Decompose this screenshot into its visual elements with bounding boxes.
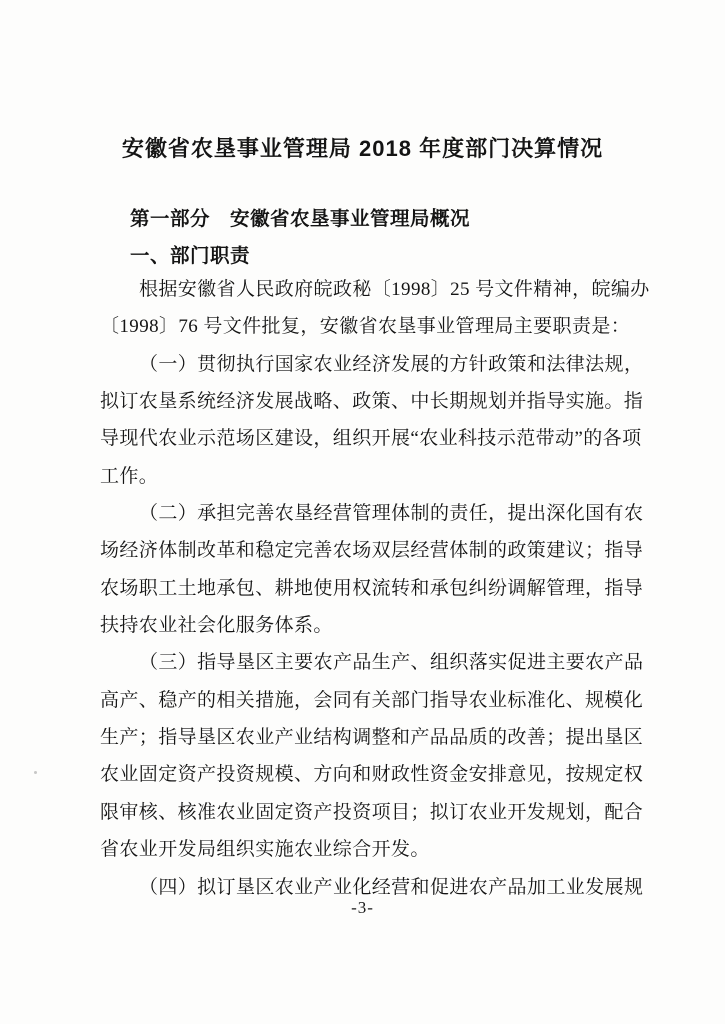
text-line: （四）拟订垦区农业产业化经营和促进农产品加工业发展规: [138, 876, 644, 898]
text-line: 农场职工土地承包、耕地使用权流转和承包纠纷调解管理，指导: [100, 577, 644, 599]
text-line: 生产；指导垦区农业产业结构调整和产品品质的改善；提出垦区: [100, 727, 644, 749]
text-line: 根据安徽省人民政府皖政秘〔1998〕25 号文件精神，皖编办: [138, 279, 650, 300]
text-line: 〔1998〕76 号文件批复，安徽省农垦事业管理局主要职责是：: [100, 316, 631, 338]
text-line: （二）承担完善农垦经营管理体制的责任，提出深化国有农: [138, 503, 644, 525]
section-heading-department-duties: 一、部门职责: [130, 245, 251, 267]
text-line: 限审核、核准农业固定资产投资项目；拟订农业开发规划，配合: [100, 801, 644, 823]
text-line: 扶持农业社会化服务体系。: [100, 615, 333, 637]
part-one-heading: 第一部分 安徽省农垦事业管理局概况: [130, 208, 471, 230]
text-line: 导现代农业示范场区建设，组织开展“农业科技示范带动”的各项: [100, 428, 642, 450]
body-text-block: [100, 271, 650, 906]
text-line: 省农业开发局组织实施农业综合开发。: [100, 839, 430, 861]
page-number: -3-: [351, 898, 374, 917]
text-line: 农业固定资产投资规模、方向和财政性资金安排意见，按规定权: [100, 764, 644, 786]
text-line: 高产、稳产的相关措施，会同有关部门指导农业标准化、规模化: [100, 689, 644, 711]
document-title: 安徽省农垦事业管理局 2018 年度部门决算情况: [121, 136, 604, 161]
text-line: 拟订农垦系统经济发展战略、政策、中长期规划并指导实施。指: [100, 391, 644, 413]
scan-noise-artifact: [34, 771, 37, 774]
text-line: （三）指导垦区主要农产品生产、组织落实促进主要农产品: [138, 652, 644, 674]
text-line: （一）贯彻执行国家农业经济发展的方针政策和法律法规，: [138, 353, 644, 375]
text-line: 场经济体制改革和稳定完善农场双层经营体制的政策建议；指导: [100, 540, 644, 562]
text-line: 工作。: [100, 465, 159, 487]
